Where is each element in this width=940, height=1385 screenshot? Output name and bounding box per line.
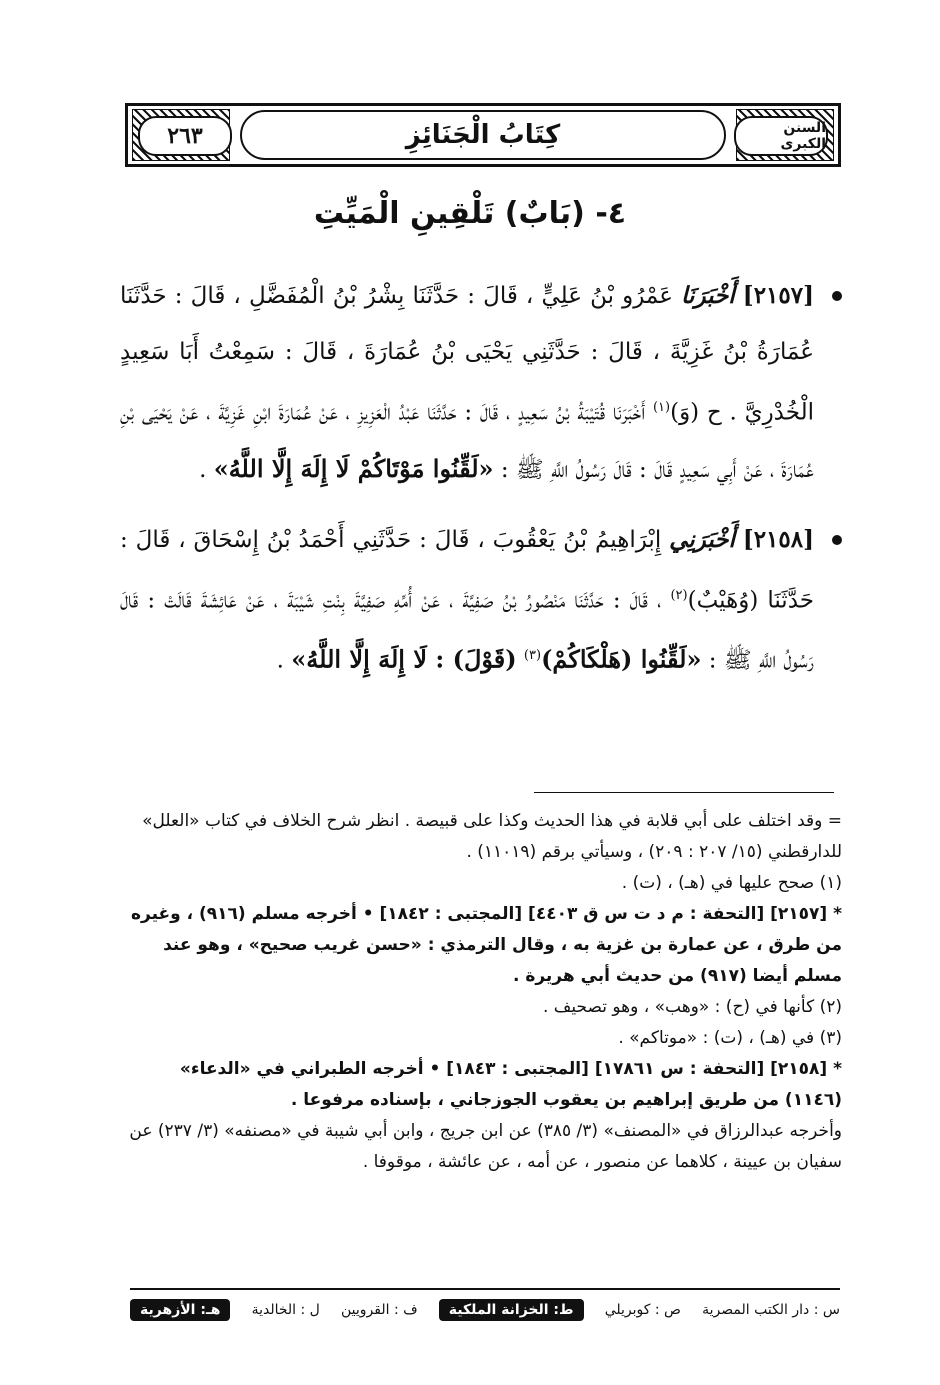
takhrij-note: * [٢١٥٧] [التحفة : م د ت س ق ٤٤٠٣] [المجتبى : ١٨٤٢] • أخرجه مسلم (٩١٦) ، وغيره من طرق ، عن عمارة بن غزية به ، وقال الترمذي : «حسن غريب صحيح» ، وهو عند مسلم أيضا (٩١٧) من حديث أبي هريرة .	[130, 904, 842, 986]
hadith-lead: أَخْبَرَنِي	[669, 525, 735, 553]
hadith-entry	[120, 512, 842, 689]
footnote: (٢) كأنها في (ح) : «وهب» ، وهو تصحيف .	[542, 997, 842, 1017]
bullet-icon	[832, 291, 842, 301]
footnote-ref: (٣)	[523, 648, 542, 664]
chapter-title: ٤- (بَابٌ) تَلْقِينِ الْمَيِّتِ	[313, 196, 627, 231]
legend-item: ط: الخزانة الملكية	[439, 1299, 584, 1321]
legend-divider	[130, 1288, 840, 1290]
bullet-icon	[832, 535, 842, 545]
footnote-ref: (١)	[652, 400, 671, 415]
hadith-isnad-cont: ، قَالَ : حَدَّثَنَا مَنْصُورُ بْنُ صَفِيَّةَ ، عَنْ أُمِّهِ صَفِيَّةَ بِنْتِ شَيْبَةَ ، عَنْ عَائِشَةَ قَالَتْ : قَالَ رَسُولُ اللَّهِ ﷺ :	[120, 587, 814, 674]
legend-item: هـ: الأزهرية	[130, 1299, 230, 1321]
hadith-isnad: إِبْرَاهِيمُ بْنُ يَعْقُوبَ ، قَالَ : حَدَّثَنِي أَحْمَدُ بْنُ إِسْحَاقَ ، قَالَ : حَدَّثَنَا (وُهَيْبٌ)	[120, 526, 814, 614]
legend-item: ص : كوبريلي	[604, 1302, 681, 1318]
takhrij-note: * [٢١٥٨] [التحفة : س ١٧٨٦١] [المجتبى : ١٨٤٣] • أخرجه الطبراني في «الدعاء» (١١٤٦) من طريق إبراهيم بن يعقوب الجوزجاني ، بإسناده مرفوعا .	[179, 1059, 842, 1110]
main-text	[120, 268, 842, 703]
hadith-matn: «لَقِّنُوا مَوْتَاكُمْ لَا إِلَهَ إِلَّا اللَّهُ»	[213, 453, 494, 483]
footnotes	[120, 806, 842, 1178]
footnote-ref: (٢)	[670, 587, 688, 603]
manuscript-legend	[130, 1299, 840, 1321]
footnote: وأخرجه عبدالرزاق في «المصنف» (٣/ ٣٨٥) عن ابن جريج ، وابن أبي شيبة في «مصنفه» (٣/ ٢٣٧) عن سفيان بن عيينة ، كلاهما عن منصور ، عن أمه ، عن عائشة ، موقوفا .	[129, 1121, 842, 1172]
hadith-lead: أَخْبَرَنَا	[681, 282, 735, 309]
book-emblem: السنن الكبرى	[734, 116, 828, 156]
footnote-divider	[534, 792, 834, 793]
footnote: (١) صحح عليها في (هـ) ، (ت) .	[621, 873, 842, 893]
footnote: = وقد اختلف على أبي قلابة في هذا الحديث وكذا على قبيصة . انظر شرح الخلاف في كتاب «العلل» للدارقطني (١٥/ ٢٠٧ : ٢٠٩) ، وسيأتي برقم (١١٠١٩) .	[142, 811, 842, 862]
hadith-number: [٢١٥٨]	[742, 525, 815, 553]
hadith-isnad: عَمْرُو بْنُ عَلِيٍّ ، قَالَ : حَدَّثَنَا بِشْرُ بْنُ الْمُفَضَّلِ ، قَالَ : حَدَّثَنَا عُمَارَةُ بْنُ غَزِيَّةَ ، قَالَ : حَدَّثَنِي يَحْيَى بْنُ عُمَارَةَ ، قَالَ : سَمِعْتُ أَبَا سَعِيدٍ الْخُدْرِيَّ . ح (وَ)	[120, 283, 815, 426]
legend-item: س : دار الكتب المصرية	[702, 1302, 840, 1318]
footnote: (٣) في (هـ) ، (ت) : «موتاكم» .	[618, 1028, 842, 1048]
page-number: ٢٦٣	[138, 116, 232, 156]
header-title: كِتَابُ الْجَنَائِزِ	[240, 110, 726, 160]
hadith-matn: «لَقِّنُوا (هَلْكَاكُمْ)	[541, 644, 702, 674]
hadith-number: [٢١٥٧]	[742, 282, 814, 309]
page-header	[125, 103, 841, 167]
hadith-entry	[120, 268, 842, 498]
hadith-end: .	[199, 456, 207, 483]
hadith-matn-cont: (قَوْلَ) : لَا إِلَهَ إِلَّا اللَّهُ»	[291, 644, 517, 674]
hadith-end: .	[276, 647, 284, 674]
legend-item: ل : الخالدية	[251, 1302, 320, 1318]
hadith-isnad-cont: أَخْبَرَنَا قُتَيْبَةُ بْنُ سَعِيدٍ ، قَالَ : حَدَّثَنَا عَبْدُ الْعَزِيزِ ، عَنْ عُمَارَةَ ابْنِ غَزِيَّةَ ، عَنْ يَحْيَى بْنِ عُمَارَةَ ، عَنْ أَبِي سَعِيدٍ قَالَ : قَالَ رَسُولُ اللَّهِ ﷺ :	[120, 399, 814, 483]
legend-item: ف : القرويين	[341, 1302, 418, 1318]
